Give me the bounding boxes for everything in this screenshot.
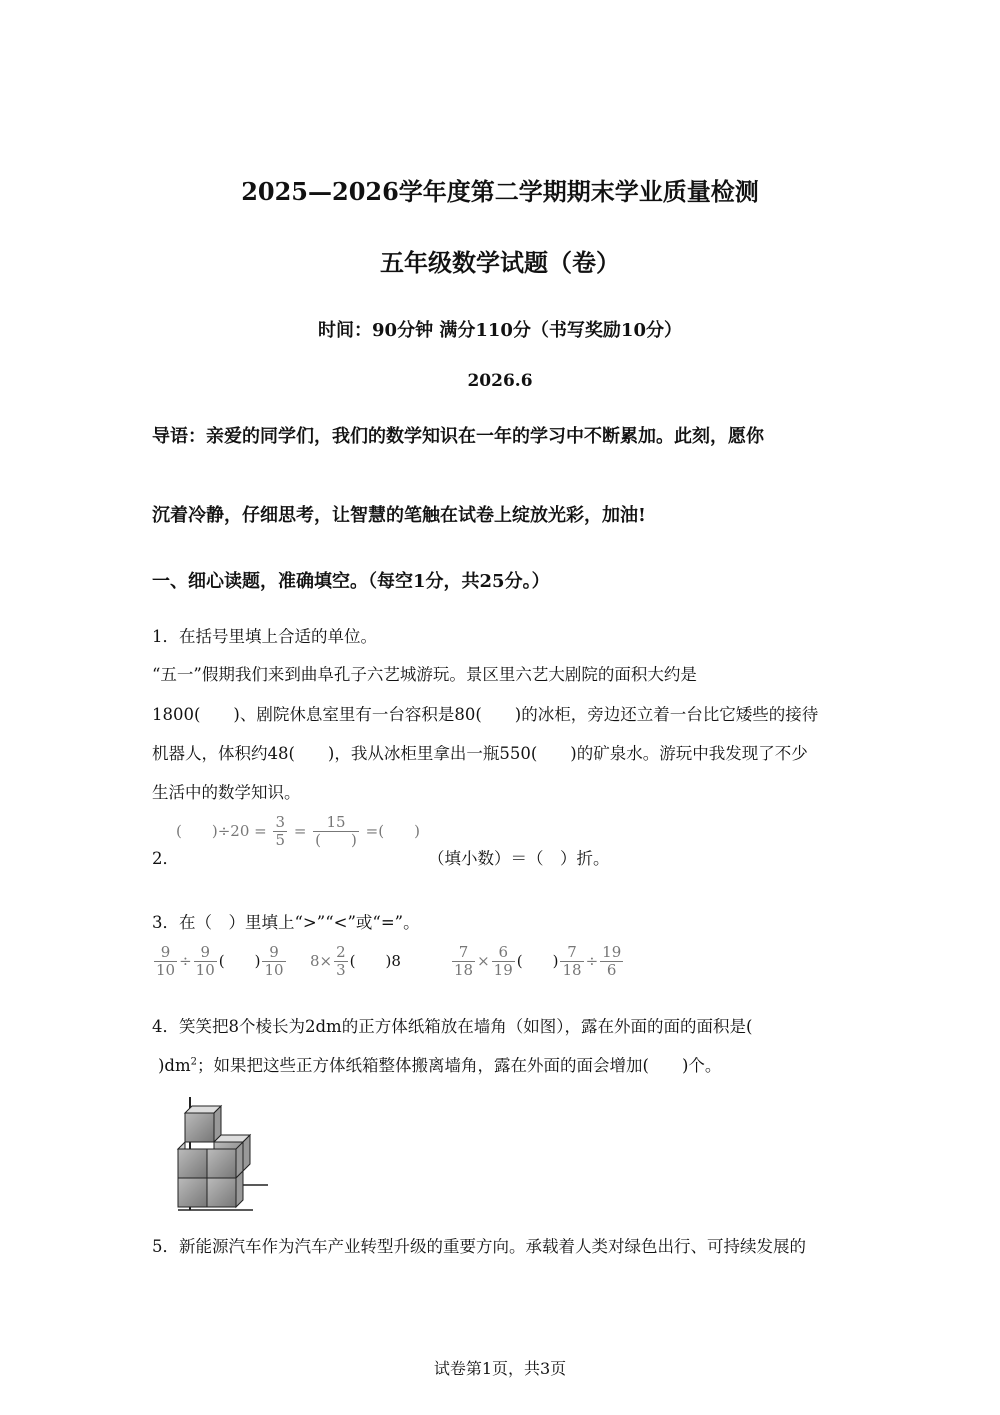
numerator: 9 (154, 944, 177, 962)
q3-e2-blank: ( ) (349, 951, 392, 970)
q4-line-1: 4．笑笑把8个棱长为2dm的正方体纸箱放在墙角（如图），露在外面的面的面积是( (152, 1017, 753, 1036)
numerator: 7 (452, 944, 475, 962)
denominator: 10 (195, 961, 215, 980)
q3-e3-frac-d (600, 944, 623, 980)
q4-line-2 (158, 1052, 721, 1076)
denominator: 18 (454, 961, 474, 980)
q2-frac2-denominator: ( ) (315, 831, 357, 850)
exam-subtitle: 五年级数学试题（卷） (380, 248, 620, 277)
denominator: 6 (606, 961, 617, 980)
q3-expression-2 (310, 944, 401, 980)
q3-e1-frac-c (262, 944, 285, 980)
q5-line-1: 5．新能源汽车作为汽车产业转型升级的重要方向。承载着人类对绿色出行、可持续发展的 (152, 1237, 806, 1256)
q2-part-2: =( ) (365, 821, 420, 840)
q3-expression-3 (450, 944, 625, 980)
intro-line-1: 导语：亲爱的同学们，我们的数学知识在一年的学习中不断累加。此刻，愿你 (152, 426, 764, 447)
numerator: 19 (602, 943, 622, 961)
q2-expression (176, 814, 420, 850)
denominator: 18 (562, 961, 582, 980)
q3-e3-frac-c (560, 944, 583, 980)
q1-line-4: 生活中的数学知识。 (152, 783, 301, 802)
denominator: 19 (493, 961, 513, 980)
q1-line-3: 机器人，体积约48( )，我从冰柜里拿出一瓶550( )的矿泉水。游玩中我发现了不少 (152, 744, 808, 763)
q4-unit: )dm (158, 1056, 191, 1075)
q4-line-2-text: ；如果把这些正方体纸箱整体搬离墙角，露在外面的面会增加( )个。 (197, 1056, 722, 1075)
exam-date: 2026.6 (467, 371, 533, 391)
q2-equals: = (293, 821, 307, 840)
exam-title: 2025—2026学年度第二学期期末学业质量检测 (241, 177, 759, 206)
numerator: 6 (492, 944, 515, 962)
q2-fraction-1 (273, 814, 287, 850)
q3-e2-pre: 8× (310, 951, 333, 970)
numerator: 9 (262, 944, 285, 962)
intro-line-2: 沉着冷静，仔细思考，让智慧的笔触在试卷上绽放光彩，加油! (152, 505, 646, 526)
q3-e1-frac-b (194, 944, 217, 980)
q3-e2-frac-a (334, 944, 348, 980)
q2-part-1: ( )÷20 = (176, 821, 267, 840)
q3-e3-frac-a (452, 944, 475, 980)
cubes-in-corner-figure (168, 1095, 272, 1215)
exam-info: 时间：90分钟 满分110分（书写奖励10分） (318, 320, 682, 341)
q3-e3-op2: ÷ (585, 951, 599, 970)
q3-e1-frac-a (154, 944, 177, 980)
q3-e3-frac-b (492, 944, 515, 980)
q4-unit-exponent: 2 (190, 1056, 198, 1068)
section-1-heading: 一、细心读题，准确填空。（每空1分，共25分。） (152, 571, 550, 592)
q1-line-2: 1800( )、剧院休息室里有一台容积是80( )的冰柜，旁边还立着一台比它矮些的接待 (152, 705, 819, 724)
q3-e1-op: ÷ (179, 951, 192, 970)
numerator: 7 (560, 944, 583, 962)
q3-e3-blank: ( ) (516, 951, 559, 970)
q1-title: 1．在括号里填上合适的单位。 (152, 627, 377, 646)
q2-tail: （填小数）＝（ ）折。 (428, 849, 610, 868)
q2-frac1-numerator: 3 (275, 813, 286, 831)
page-footer: 试卷第1页，共3页 (433, 1359, 567, 1378)
denominator: 10 (264, 961, 284, 980)
denominator: 10 (156, 961, 176, 980)
q3-e1-blank: ( ) (218, 951, 261, 970)
q2-frac2-numerator: 15 (313, 814, 359, 832)
q3-e2-post: 8 (391, 951, 401, 970)
denominator: 3 (336, 961, 346, 980)
q3-e3-op: × (477, 951, 490, 970)
q2-fraction-2 (313, 814, 359, 850)
q3-title: 3．在（ ）里填上“>”“<”或“=”。 (152, 913, 420, 932)
q1-line-1: “五一”假期我们来到曲阜孔子六艺城游玩。景区里六艺大剧院的面积大约是 (152, 665, 697, 684)
q2-number: 2． (152, 849, 179, 868)
q2-frac1-denominator: 5 (275, 831, 286, 850)
numerator: 2 (336, 943, 346, 961)
q3-expression-1 (152, 944, 288, 980)
numerator: 9 (194, 944, 217, 962)
